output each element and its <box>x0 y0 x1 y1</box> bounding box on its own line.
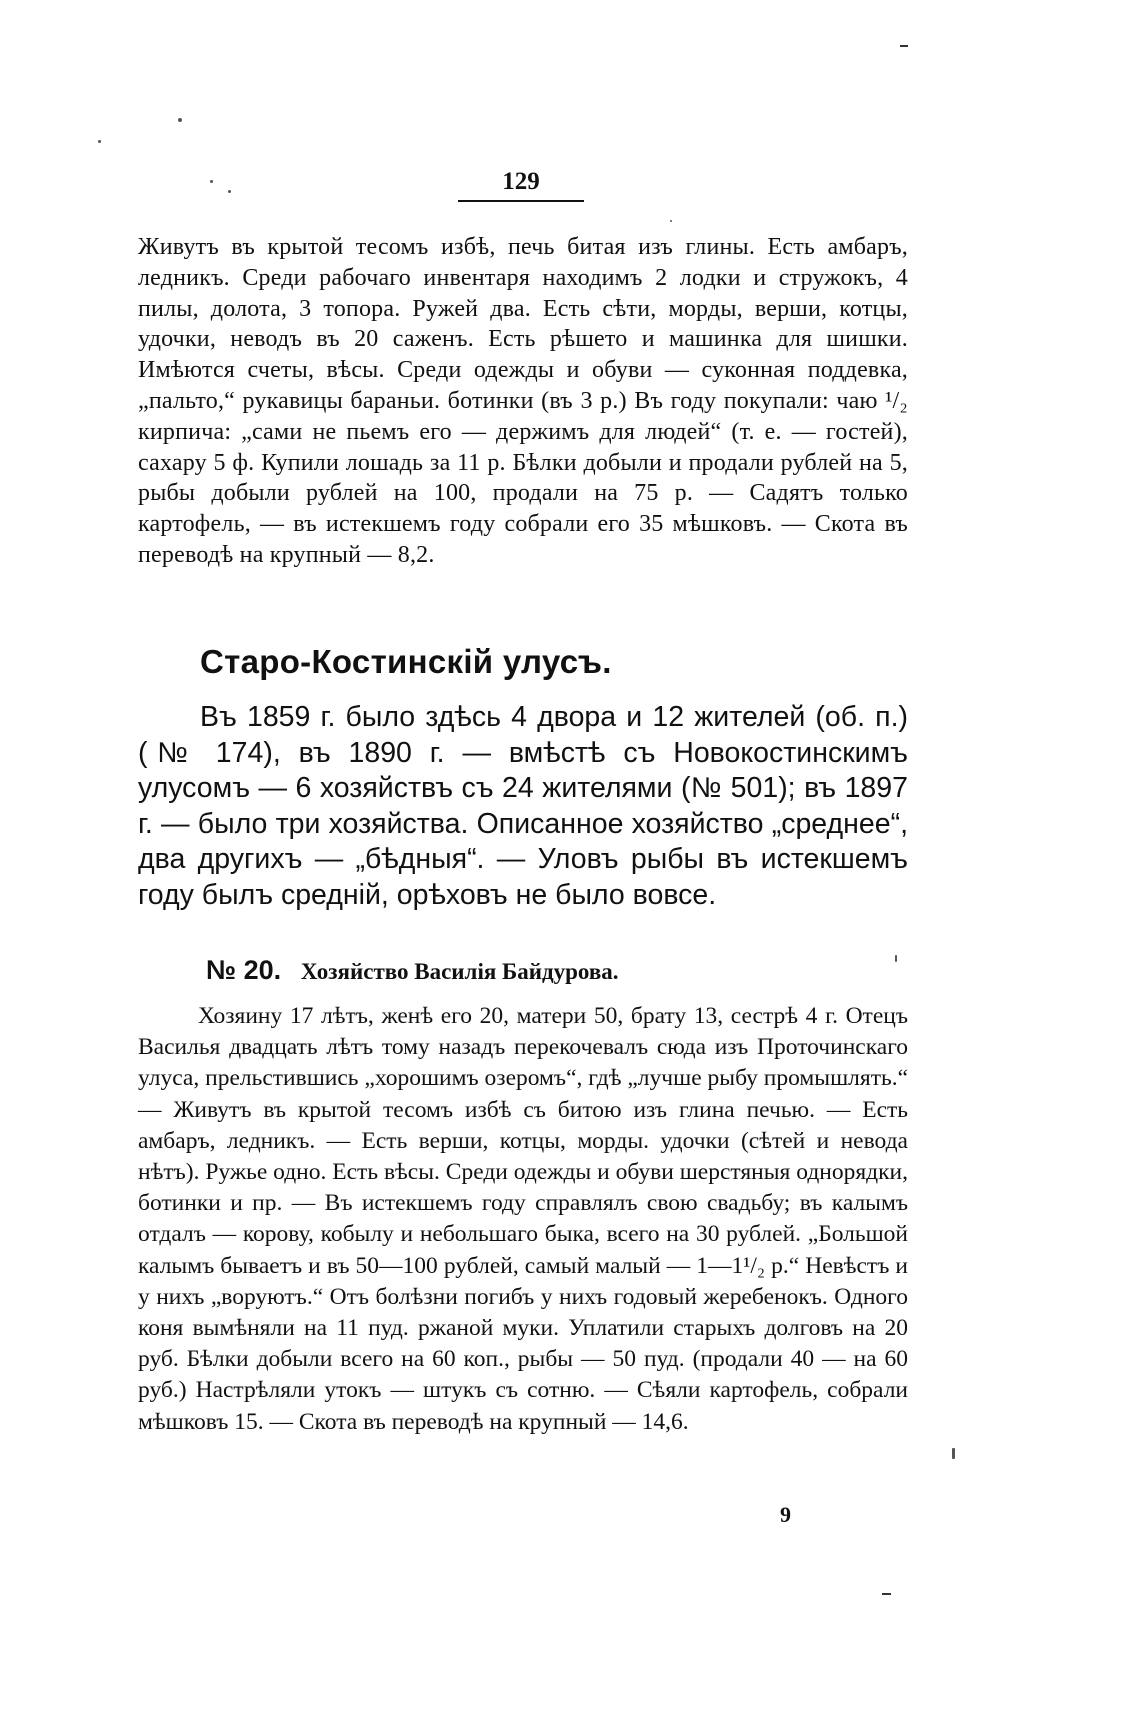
scan-speck <box>670 220 672 222</box>
scan-speck <box>210 180 213 183</box>
entry-heading <box>206 955 619 986</box>
entry-title: Хозяйство Василія Байдурова. <box>300 959 619 984</box>
section-intro-paragraph: Въ 1859 г. было здѣсь 4 двора и 12 жителей (об. п.) (№ 174), въ 1890 г. — вмѣстѣ съ Новокостинскимъ улусомъ — 6 хозяйствъ съ 24 жителями (№ 501); въ 1897 г. — было три хозяйства. Описанное хозяйство „среднее“, два другихъ — „бѣдныя“. — Уловъ рыбы въ истекшемъ году былъ средній, орѣховъ не было вовсе. <box>138 701 908 911</box>
section-heading: Старо-Костинскій улусъ. <box>200 643 612 680</box>
scan-speck <box>228 190 231 193</box>
signature-mark: 9 <box>780 1502 791 1527</box>
scan-edge-mark <box>882 1593 891 1595</box>
paragraph-household-continued: Живутъ въ крытой тесомъ избѣ, печь битая изъ глины. Есть амбаръ, ледникъ. Среди рабочаго инвентаря находимъ 2 лодки и стружокъ, 4 пилы, долота, 3 топора. Ружей два. Есть сѣти, морды, верши, котцы, удочки, неводъ въ 20 саженъ. Есть рѣшето и машинка для шишки. Имѣются счеты, вѣсы. Среди одежды и обуви — суконная поддевка, „пальто,“ рукавицы бараньи. ботинки (въ 3 р.) Въ году покупали: чаю ¹/₂ кирпича: „сами не пьемъ его — держимъ для людей“ (т. е. — гостей), сахару 5 ф. Купили лошадь за 11 р. Бѣлки добыли и продали рублей на 5, рыбы добыли рублей на 100, продали на 75 р. — Садятъ только картофель, — въ истекшемъ году собрали его 35 мѣшковъ. — Скота въ переводѣ на крупный — 8,2. <box>138 234 908 568</box>
page-number: 129 <box>458 168 584 202</box>
entry-paragraph: Хозяину 17 лѣтъ, женѣ его 20, матери 50, брату 13, сестрѣ 4 г. Отецъ Василья двадцать лѣтъ тому назадъ перекочевалъ сюда изъ Проточинскаго улуса, прельстившись „хорошимъ озеромъ“, гдѣ „лучше рыбу промышлять.“ — Живутъ въ крытой тесомъ избѣ съ битою изъ глина печью. — Есть амбаръ, ледникъ. — Есть верши, котцы, морды. удочки (сѣтей и невода нѣтъ). Ружье одно. Есть вѣсы. Среди одежды и обуви шерстяныя однорядки, ботинки и пр. — Въ истекшемъ году справлялъ свою свадьбу; въ калымъ отдалъ — корову, кобылу и небольшаго быка, всего на 30 рублей. „Большой калымъ бываетъ и въ 50—100 рублей, самый малый — 1—1¹/₂ р.“ Невѣстъ и у нихъ „воруютъ.“ Отъ болѣзни погибъ у нихъ годовый жеребенокъ. Одного коня вымѣняли на 11 пуд. ржаной муки. Уплатили старыхъ долговъ на 20 руб. Бѣлки добыли всего на 60 коп., рыбы — 50 пуд. (продали 40 — на 60 руб.) Настрѣляли утокъ — штукъ съ сотню. — Сѣяли картофель, собрали мѣшковъ 15. — Скота въ переводѣ на крупный — 14,6. <box>138 1003 908 1435</box>
scan-speck <box>895 955 897 962</box>
entry-number: № 20. <box>206 955 282 985</box>
scan-speck <box>98 140 101 143</box>
scan-edge-mark <box>900 45 908 47</box>
scan-speck <box>952 1448 955 1459</box>
scan-speck <box>178 118 182 122</box>
